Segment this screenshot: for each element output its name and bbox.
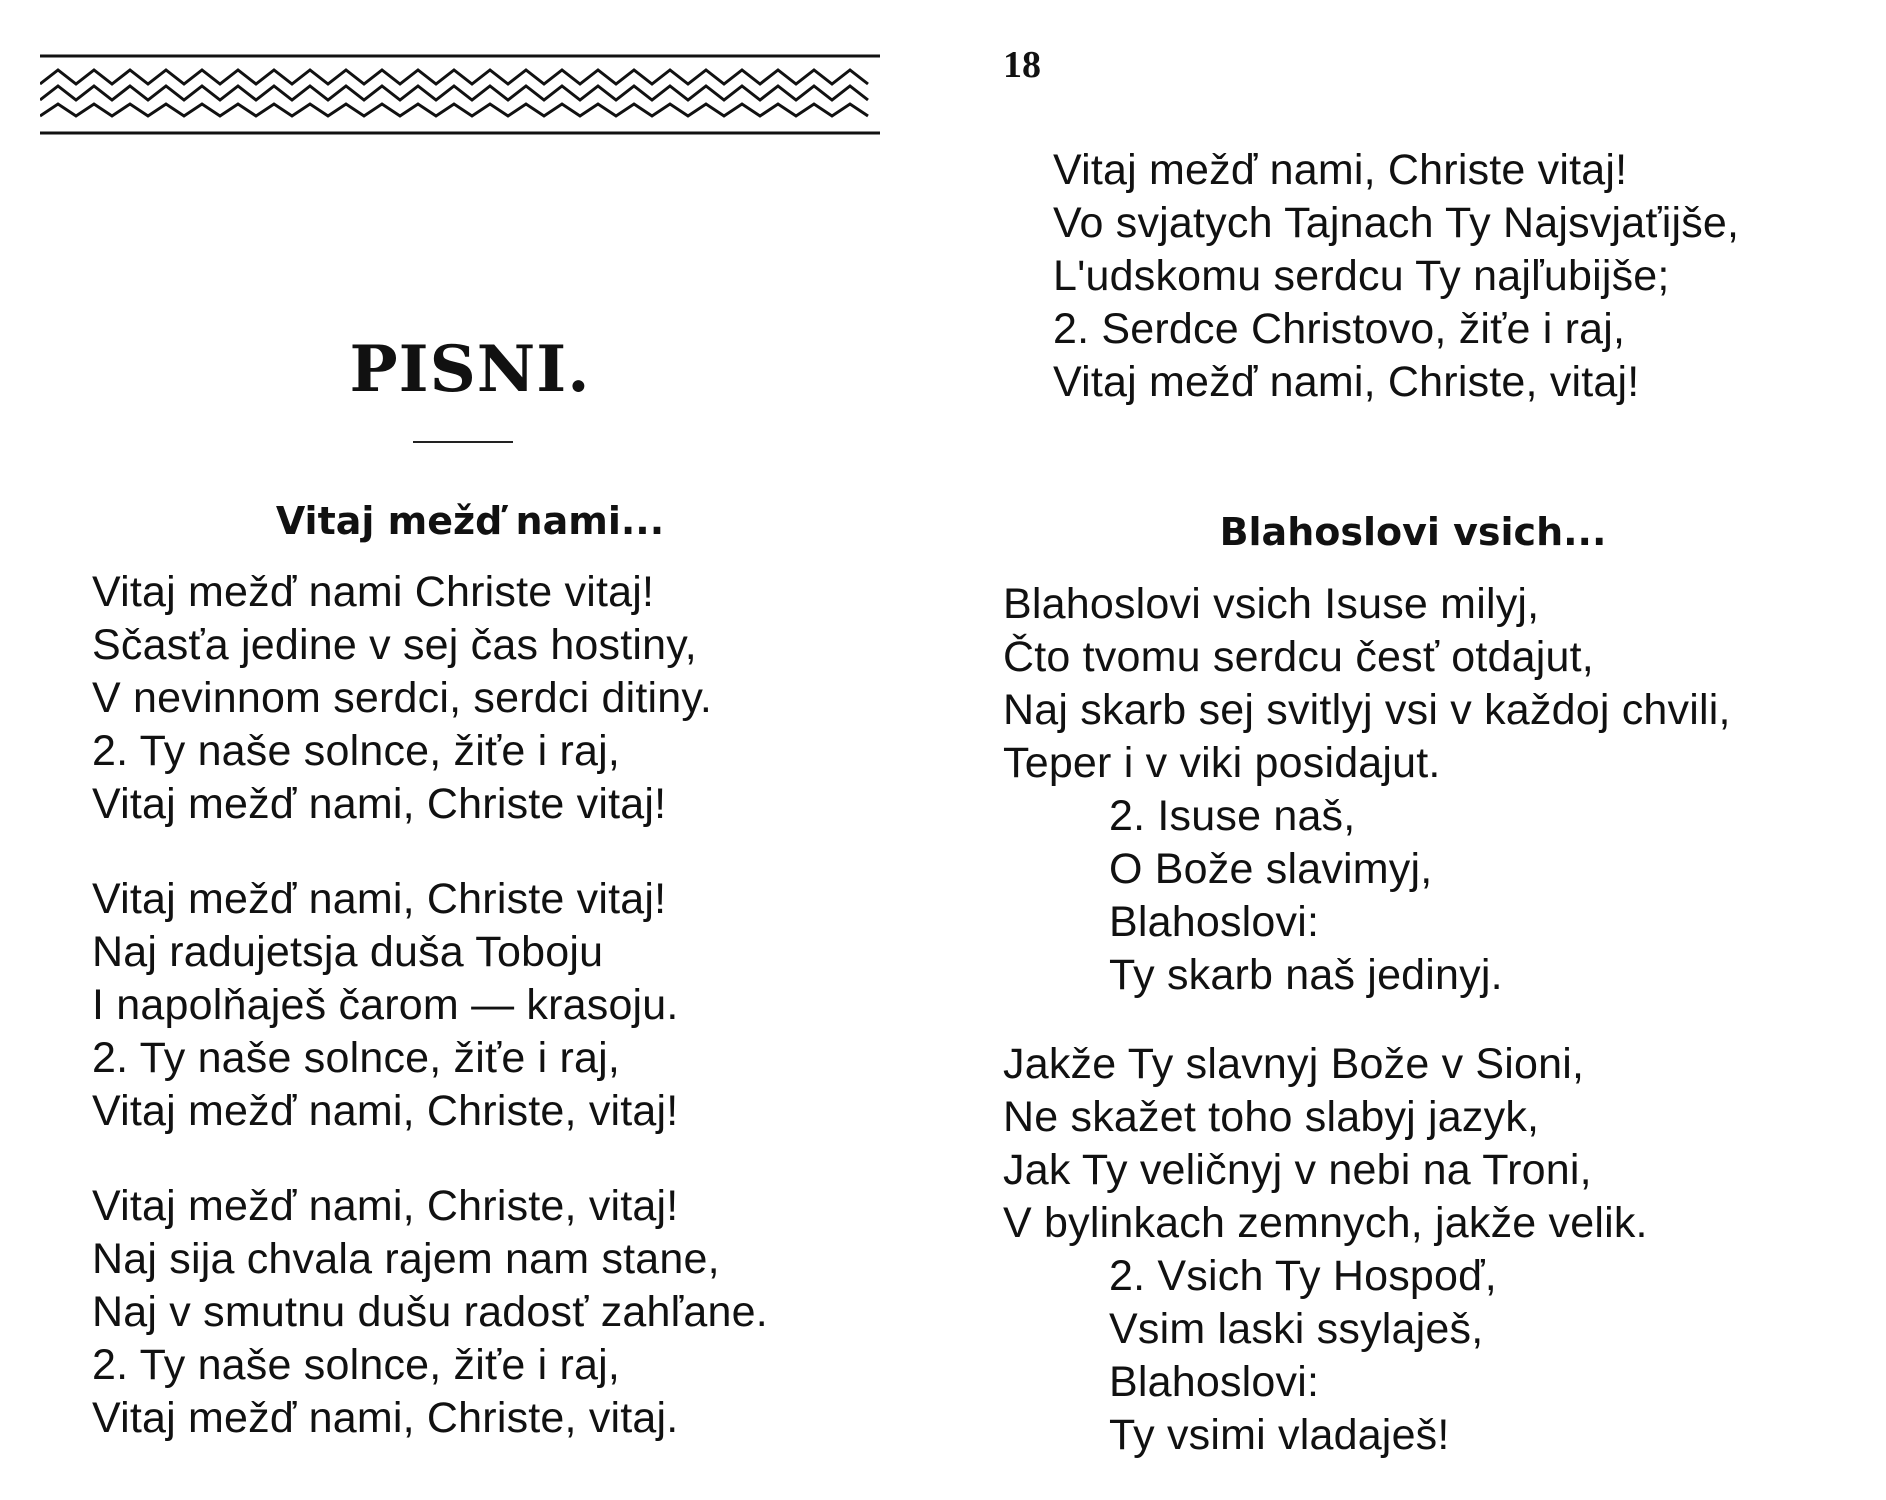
verse-line: I napolňaješ čarom — krasoju.	[92, 981, 679, 1029]
verse-line: Ne skažet toho slabyj jazyk,	[1003, 1093, 1540, 1141]
verse-line: Naj skarb sej svitlyj vsi v každoj chvili,	[1003, 686, 1731, 734]
verse-line: Vitaj mežď nami, Christe, vitaj!	[1053, 358, 1640, 406]
verse-line: Vitaj mežď nami, Christe vitaj!	[92, 780, 667, 828]
refrain-line: 2. Isuse naš,	[1109, 792, 1356, 840]
verse-line: Jak Ty veličnyj v nebi na Troni,	[1003, 1146, 1592, 1194]
verse-line: Teper i v viki posidajut.	[1003, 739, 1441, 787]
verse-line: Vitaj mežď nami, Christe, vitaj.	[92, 1394, 679, 1442]
refrain-line: 2. Vsich Ty Hospoď,	[1109, 1252, 1497, 1300]
refrain-line: O Bože slavimyj,	[1109, 845, 1433, 893]
verse-line: 2. Ty naše solnce, žiťe i raj,	[92, 1341, 621, 1389]
refrain-line: Ty skarb naš jedinyj.	[1109, 951, 1503, 999]
verse-line: 2. Serdce Christovo, žiťe i raj,	[1053, 305, 1626, 353]
verse-line: Jakže Ty slavnyj Bože v Sioni,	[1003, 1040, 1585, 1088]
verse-line: Sčasťa jedine v sej čas hostiny,	[92, 621, 697, 669]
verse-line: Vitaj mežď nami, Christe vitaj!	[92, 875, 667, 923]
verse-line: 2. Ty naše solnce, žiťe i raj,	[92, 1034, 621, 1082]
stanza-vitaj-3	[92, 1180, 768, 1445]
verse-line: Naj sija chvala rajem nam stane,	[92, 1235, 720, 1283]
verse-line: Vitaj mežď nami, Christe vitaj!	[1053, 146, 1628, 194]
stanza-blahoslovi-2	[1003, 1038, 1648, 1462]
verse-line: Vitaj mežď nami, Christe, vitaj!	[92, 1087, 679, 1135]
verse-line: Blahoslovi vsich Isuse milyj,	[1003, 580, 1540, 628]
header-ornament	[40, 50, 880, 140]
title-divider	[413, 441, 513, 443]
song-title-vitaj: Vitaj mežď nami...	[275, 499, 665, 543]
verse-line: V bylinkach zemnych, jakže velik.	[1003, 1199, 1648, 1247]
verse-line: Vo svjatych Tajnach Ty Najsvjaťijše,	[1053, 199, 1740, 247]
verse-line: Naj v smutnu dušu radosť zahľane.	[92, 1288, 768, 1336]
refrain-line: Ty vsimi vladaješ!	[1109, 1411, 1450, 1459]
stanza-vitaj-1	[92, 566, 712, 831]
verse-line: Čto tvomu serdcu česť otdajut,	[1003, 633, 1594, 681]
refrain-line: Blahoslovi:	[1109, 1358, 1320, 1406]
verse-line: 2. Ty naše solnce, žiťe i raj,	[92, 727, 621, 775]
verse-line: V nevinnom serdci, serdci ditiny.	[92, 674, 713, 722]
section-title: PISNI.	[349, 332, 591, 407]
verse-line: Vitaj mežď nami Christe vitaj!	[92, 568, 655, 616]
right-page	[943, 0, 1886, 1500]
stanza-vitaj-4	[1053, 144, 1739, 409]
verse-line: L'udskomu serdcu Ty najľubijše;	[1053, 252, 1670, 300]
page-number: 18	[1003, 44, 1041, 86]
verse-line: Naj radujetsja duša Toboju	[92, 928, 604, 976]
stanza-vitaj-2	[92, 873, 679, 1138]
refrain-line: Vsim laski ssylaješ,	[1109, 1305, 1484, 1353]
verse-line: Vitaj mežď nami, Christe, vitaj!	[92, 1182, 679, 1230]
refrain-line: Blahoslovi:	[1109, 898, 1320, 946]
song-title-blahoslovi: Blahoslovi vsich...	[1219, 510, 1607, 554]
stanza-blahoslovi-1	[1003, 578, 1731, 1002]
